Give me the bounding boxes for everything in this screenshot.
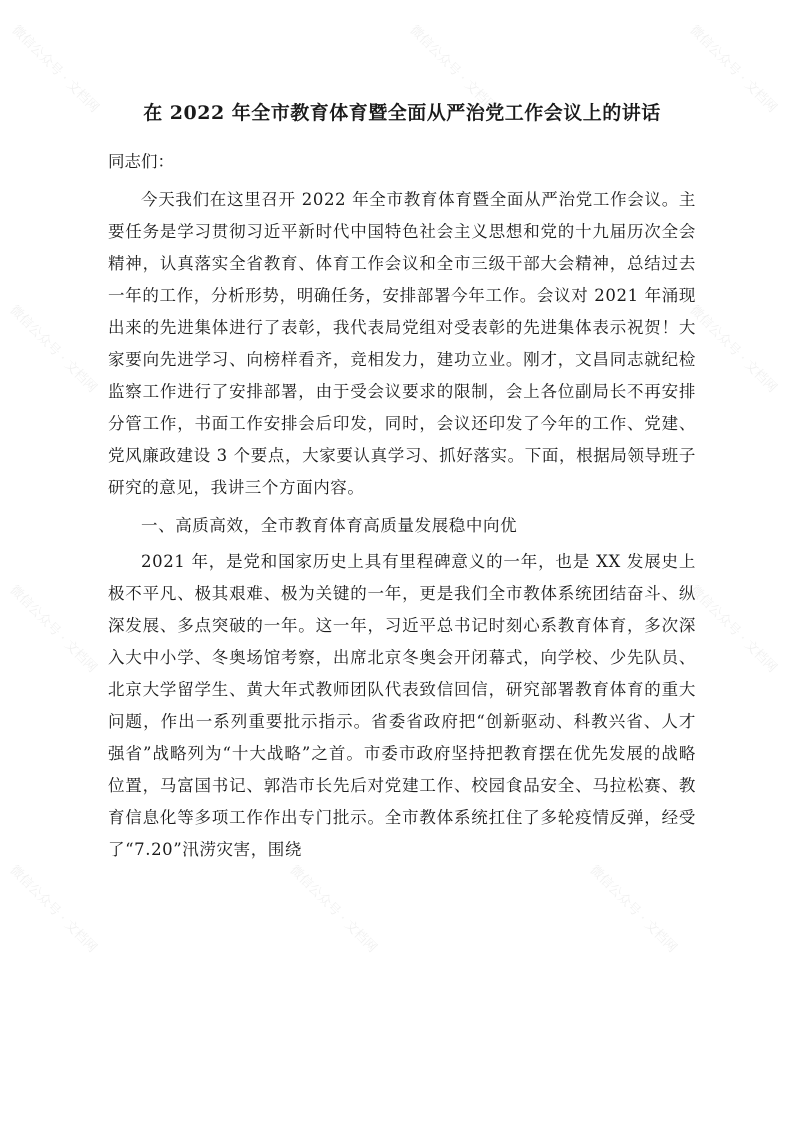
intro-paragraph: 今天我们在这里召开 2022 年全市教育体育暨全面从严治党工作会议。主要任务是学习贯彻习近平新时代中国特色社会主义思想和党的十九届历次全会精神，认真落实全省教育、体育工作会议和全市三级干部大会精神，总结过去一年的工作，分析形势，明确任务，安排部署今年工作。会议对 2021 年涌现出来的先进集体进行了表彰，我代表局党组对受表彰的先进集体表示祝贺！大家要向先进学习、向榜样看齐，竞相发力，建功立业。刚才，文昌同志就纪检监察工作进行了安排部署，由于受会议要求的限制，会上各位副局长不再安排分管工作，书面工作安排会后印发，同时，会议还印发了今年的工作、党建、党风廉政建设 3 个要点，大家要认真学习、抓好落实。下面，根据局领导班子研究的意见，我讲三个方面内容。 <box>108 190 696 497</box>
watermark-text: 微信公众号 · 文档网 <box>406 22 500 116</box>
salutation: 同志们： <box>108 152 174 171</box>
watermark-text: 微信公众号 · 文档网 <box>586 862 680 956</box>
watermark-text: 微信公众号 · 文档网 <box>6 582 100 676</box>
document-body <box>108 96 696 866</box>
document-title: 在 2022 年全市教育体育暨全面从严治党工作会议上的讲话 <box>143 102 661 124</box>
watermark-text: 微信公众号 · 文档网 <box>686 582 780 676</box>
watermark-text: 微信公众号 · 文档网 <box>286 862 380 956</box>
watermark-text: 微信公众号 · 文档网 <box>6 302 100 396</box>
watermark-text: 微信公众号 · 文档网 <box>6 862 100 956</box>
watermark-text: 微信公众号 · 文档网 <box>686 302 780 396</box>
watermark-text: 微信公众号 · 文档网 <box>686 22 780 116</box>
section-heading: 一、高质高效，全市教育体育高质量发展稳中向优 <box>141 516 518 535</box>
section-paragraph: 2021 年，是党和国家历史上具有里程碑意义的一年，也是 XX 发展史上极不平凡、极其艰难、极为关键的一年，更是我们全市教体系统团结奋斗、纵深发展、多点突破的一年。这一年，习近平总书记时刻心系教育体育，多次深入大中小学、冬奥场馆考察，出席北京冬奥会开闭幕式，向学校、少先队员、北京大学留学生、黄大年式教师团队代表致信回信，研究部署教育体育的重大问题，作出一系列重要批示指示。省委省政府把“创新驱动、科教兴省、人才强省”战略列为“十大战略”之首。市委市政府坚持把教育摆在优先发展的战略位置，马富国书记、郭浩市长先后对党建工作、校园食品安全、马拉松赛、教育信息化等多项工作作出专门批示。全市教体系统扛住了多轮疫情反弹，经受了“7.20”汛涝灾害，围绕 <box>108 552 696 859</box>
watermark-text: 微信公众号 · 文档网 <box>8 22 102 116</box>
